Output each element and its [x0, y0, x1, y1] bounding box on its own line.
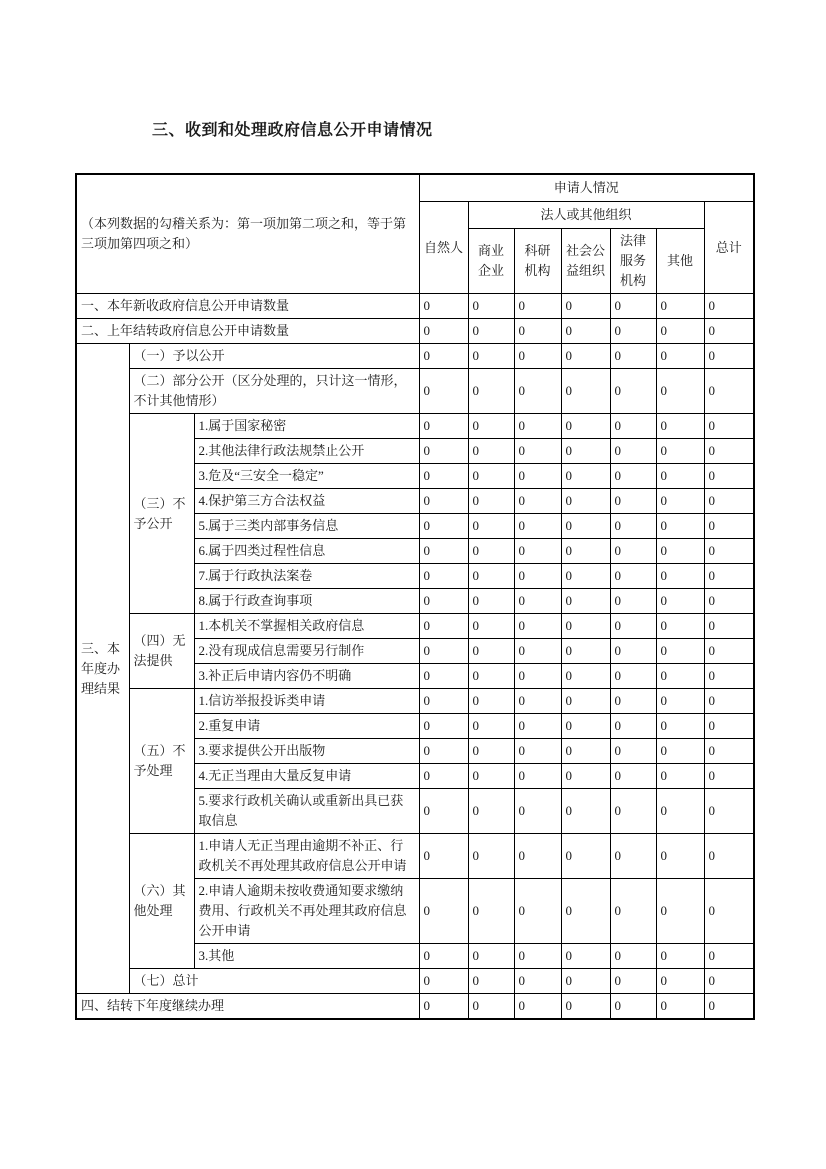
value-cell: 0: [419, 834, 468, 879]
value-cell: 0: [704, 294, 754, 319]
value-cell: 0: [610, 589, 656, 614]
table-row: [76, 969, 754, 994]
value-cell: 0: [561, 664, 610, 689]
value-cell: 0: [656, 879, 704, 944]
value-cell: 0: [468, 944, 514, 969]
value-cell: 0: [468, 614, 514, 639]
value-cell: 0: [656, 994, 704, 1020]
table-row: [76, 294, 754, 319]
value-cell: 0: [656, 319, 704, 344]
row-label-cell: 7.属于行政执法案卷: [194, 564, 419, 589]
value-cell: 0: [656, 764, 704, 789]
value-cell: 0: [514, 344, 561, 369]
value-cell: 0: [656, 689, 704, 714]
row-label-cell: 3.危及“三安全一稳定”: [194, 464, 419, 489]
value-cell: 0: [514, 464, 561, 489]
value-cell: 0: [419, 564, 468, 589]
value-cell: 0: [561, 464, 610, 489]
value-cell: 0: [514, 439, 561, 464]
col-header-legal-service-org: 法律服务机构: [610, 229, 656, 294]
value-cell: 0: [704, 514, 754, 539]
col-header-total: 总计: [704, 202, 754, 294]
value-cell: 0: [419, 294, 468, 319]
value-cell: 0: [656, 789, 704, 834]
value-cell: 0: [468, 369, 514, 414]
value-cell: 0: [704, 764, 754, 789]
value-cell: 0: [419, 514, 468, 539]
value-cell: 0: [704, 439, 754, 464]
section-label-cell: 三、本年度办理结果: [76, 344, 129, 994]
value-cell: 0: [704, 739, 754, 764]
value-cell: 0: [656, 639, 704, 664]
value-cell: 0: [514, 944, 561, 969]
value-cell: 0: [514, 834, 561, 879]
value-cell: 0: [419, 664, 468, 689]
value-cell: 0: [610, 614, 656, 639]
value-cell: 0: [561, 834, 610, 879]
value-cell: 0: [468, 664, 514, 689]
value-cell: 0: [468, 739, 514, 764]
col-header-commercial-enterprise: 商业企业: [468, 229, 514, 294]
value-cell: 0: [561, 489, 610, 514]
value-cell: 0: [704, 664, 754, 689]
value-cell: 0: [419, 689, 468, 714]
table-row: [76, 344, 754, 369]
value-cell: 0: [419, 789, 468, 834]
value-cell: 0: [419, 879, 468, 944]
value-cell: 0: [610, 969, 656, 994]
value-cell: 0: [610, 489, 656, 514]
row-label-cell: 3.要求提供公开出版物: [194, 739, 419, 764]
value-cell: 0: [704, 464, 754, 489]
value-cell: 0: [610, 464, 656, 489]
value-cell: 0: [468, 319, 514, 344]
value-cell: 0: [468, 879, 514, 944]
row-label-cell: 1.申请人无正当理由逾期不补正、行政机关不再处理其政府信息公开申请: [194, 834, 419, 879]
value-cell: 0: [656, 834, 704, 879]
value-cell: 0: [610, 539, 656, 564]
value-cell: 0: [561, 514, 610, 539]
row-label-cell: 5.属于三类内部事务信息: [194, 514, 419, 539]
row-label-cell: 4.无正当理由大量反复申请: [194, 764, 419, 789]
row-label-cell: 1.属于国家秘密: [194, 414, 419, 439]
header-applicant-info: 申请人情况: [419, 174, 754, 202]
value-cell: 0: [561, 944, 610, 969]
row-label-cell: 5.要求行政机关确认或重新出具已获取信息: [194, 789, 419, 834]
value-cell: 0: [419, 489, 468, 514]
value-cell: 0: [704, 714, 754, 739]
value-cell: 0: [468, 439, 514, 464]
header-legal-or-other-org: 法人或其他组织: [468, 202, 704, 229]
header-row-applicant: [76, 174, 754, 202]
value-cell: 0: [514, 294, 561, 319]
value-cell: 0: [514, 514, 561, 539]
page-title: 三、收到和处理政府信息公开申请情况: [152, 122, 433, 139]
value-cell: 0: [610, 739, 656, 764]
value-cell: 0: [704, 969, 754, 994]
value-cell: 0: [419, 344, 468, 369]
value-cell: 0: [610, 344, 656, 369]
row-label-cell: 1.信访举报投诉类申请: [194, 689, 419, 714]
value-cell: 0: [514, 764, 561, 789]
table-row: [76, 414, 754, 439]
value-cell: 0: [468, 539, 514, 564]
table-row: [76, 834, 754, 879]
row-label-cell: 4.保护第三方合法权益: [194, 489, 419, 514]
value-cell: 0: [704, 834, 754, 879]
value-cell: 0: [514, 879, 561, 944]
row-label-cell: 四、结转下年度继续办理: [76, 994, 419, 1020]
value-cell: 0: [468, 834, 514, 879]
value-cell: 0: [514, 539, 561, 564]
value-cell: 0: [419, 464, 468, 489]
value-cell: 0: [468, 514, 514, 539]
value-cell: 0: [656, 614, 704, 639]
value-cell: 0: [468, 789, 514, 834]
table-row: [76, 319, 754, 344]
value-cell: 0: [610, 834, 656, 879]
value-cell: 0: [419, 589, 468, 614]
value-cell: 0: [610, 944, 656, 969]
value-cell: 0: [561, 439, 610, 464]
row-label-cell: （七）总计: [129, 969, 419, 994]
value-cell: 0: [704, 344, 754, 369]
value-cell: 0: [514, 969, 561, 994]
value-cell: 0: [419, 764, 468, 789]
value-cell: 0: [419, 714, 468, 739]
value-cell: 0: [561, 969, 610, 994]
value-cell: 0: [514, 739, 561, 764]
value-cell: 0: [610, 764, 656, 789]
value-cell: 0: [561, 344, 610, 369]
value-cell: 0: [419, 969, 468, 994]
value-cell: 0: [704, 369, 754, 414]
value-cell: 0: [514, 589, 561, 614]
value-cell: 0: [656, 439, 704, 464]
value-cell: 0: [468, 764, 514, 789]
value-cell: 0: [468, 294, 514, 319]
value-cell: 0: [656, 944, 704, 969]
value-cell: 0: [610, 639, 656, 664]
value-cell: 0: [514, 614, 561, 639]
value-cell: 0: [514, 564, 561, 589]
value-cell: 0: [610, 879, 656, 944]
value-cell: 0: [610, 689, 656, 714]
value-cell: 0: [656, 514, 704, 539]
row-label-cell: 3.其他: [194, 944, 419, 969]
value-cell: 0: [561, 739, 610, 764]
value-cell: 0: [610, 664, 656, 689]
disclosure-report-table: [75, 173, 755, 1020]
value-cell: 0: [419, 539, 468, 564]
value-cell: 0: [561, 564, 610, 589]
value-cell: 0: [610, 789, 656, 834]
value-cell: 0: [704, 944, 754, 969]
value-cell: 0: [514, 664, 561, 689]
value-cell: 0: [561, 994, 610, 1020]
value-cell: 0: [704, 639, 754, 664]
value-cell: 0: [656, 564, 704, 589]
row-label-cell: 6.属于四类过程性信息: [194, 539, 419, 564]
value-cell: 0: [561, 294, 610, 319]
value-cell: 0: [656, 414, 704, 439]
value-cell: 0: [656, 589, 704, 614]
value-cell: 0: [468, 564, 514, 589]
value-cell: 0: [704, 994, 754, 1020]
value-cell: 0: [419, 639, 468, 664]
value-cell: 0: [704, 539, 754, 564]
value-cell: 0: [704, 489, 754, 514]
value-cell: 0: [561, 319, 610, 344]
value-cell: 0: [610, 714, 656, 739]
value-cell: 0: [656, 969, 704, 994]
value-cell: 0: [514, 639, 561, 664]
value-cell: 0: [419, 414, 468, 439]
value-cell: 0: [610, 514, 656, 539]
note-cell: （本列数据的勾稽关系为：第一项加第二项之和，等于第三项加第四项之和）: [76, 174, 419, 294]
value-cell: 0: [610, 564, 656, 589]
value-cell: 0: [468, 344, 514, 369]
value-cell: 0: [514, 994, 561, 1020]
value-cell: 0: [704, 414, 754, 439]
col-header-other: 其他: [656, 229, 704, 294]
value-cell: 0: [656, 714, 704, 739]
value-cell: 0: [561, 369, 610, 414]
row-label-cell: （一）予以公开: [129, 344, 419, 369]
value-cell: 0: [704, 319, 754, 344]
value-cell: 0: [514, 789, 561, 834]
row-label-cell: 2.没有现成信息需要另行制作: [194, 639, 419, 664]
col-header-natural-person: 自然人: [419, 202, 468, 294]
value-cell: 0: [561, 589, 610, 614]
value-cell: 0: [468, 589, 514, 614]
value-cell: 0: [610, 439, 656, 464]
value-cell: 0: [468, 489, 514, 514]
col-header-research-institution: 科研机构: [514, 229, 561, 294]
value-cell: 0: [514, 414, 561, 439]
value-cell: 0: [704, 879, 754, 944]
table-row: [76, 689, 754, 714]
value-cell: 0: [514, 319, 561, 344]
value-cell: 0: [514, 489, 561, 514]
value-cell: 0: [610, 414, 656, 439]
value-cell: 0: [468, 464, 514, 489]
value-cell: 0: [561, 879, 610, 944]
value-cell: 0: [656, 739, 704, 764]
table-row: [76, 614, 754, 639]
value-cell: 0: [468, 639, 514, 664]
value-cell: 0: [561, 764, 610, 789]
value-cell: 0: [656, 539, 704, 564]
value-cell: 0: [561, 614, 610, 639]
value-cell: 0: [656, 464, 704, 489]
table-row: [76, 994, 754, 1020]
value-cell: 0: [561, 639, 610, 664]
value-cell: 0: [561, 689, 610, 714]
value-cell: 0: [514, 714, 561, 739]
value-cell: 0: [656, 294, 704, 319]
row-label-cell: 二、上年结转政府信息公开申请数量: [76, 319, 419, 344]
value-cell: 0: [419, 439, 468, 464]
value-cell: 0: [468, 994, 514, 1020]
value-cell: 0: [704, 564, 754, 589]
table-row: [76, 369, 754, 414]
value-cell: 0: [514, 369, 561, 414]
row-label-cell: 一、本年新收政府信息公开申请数量: [76, 294, 419, 319]
value-cell: 0: [561, 539, 610, 564]
value-cell: 0: [656, 489, 704, 514]
value-cell: 0: [704, 689, 754, 714]
group-label-cell: （三）不予公开: [129, 414, 194, 614]
row-label-cell: 3.补正后申请内容仍不明确: [194, 664, 419, 689]
row-label-cell: 1.本机关不掌握相关政府信息: [194, 614, 419, 639]
value-cell: 0: [468, 714, 514, 739]
value-cell: 0: [704, 589, 754, 614]
value-cell: 0: [610, 994, 656, 1020]
value-cell: 0: [561, 414, 610, 439]
value-cell: 0: [610, 319, 656, 344]
group-label-cell: （五）不予处理: [129, 689, 194, 834]
value-cell: 0: [468, 969, 514, 994]
col-header-social-welfare-org: 社会公益组织: [561, 229, 610, 294]
row-label-cell: （二）部分公开（区分处理的，只计这一情形，不计其他情形）: [129, 369, 419, 414]
value-cell: 0: [610, 294, 656, 319]
value-cell: 0: [514, 689, 561, 714]
value-cell: 0: [704, 614, 754, 639]
value-cell: 0: [610, 369, 656, 414]
value-cell: 0: [656, 664, 704, 689]
value-cell: 0: [419, 994, 468, 1020]
value-cell: 0: [656, 344, 704, 369]
value-cell: 0: [561, 789, 610, 834]
value-cell: 0: [419, 739, 468, 764]
value-cell: 0: [656, 369, 704, 414]
value-cell: 0: [704, 789, 754, 834]
group-label-cell: （四）无法提供: [129, 614, 194, 689]
group-label-cell: （六）其他处理: [129, 834, 194, 969]
value-cell: 0: [419, 319, 468, 344]
value-cell: 0: [419, 369, 468, 414]
value-cell: 0: [468, 414, 514, 439]
row-label-cell: 2.重复申请: [194, 714, 419, 739]
row-label-cell: 2.其他法律行政法规禁止公开: [194, 439, 419, 464]
value-cell: 0: [419, 944, 468, 969]
row-label-cell: 8.属于行政查询事项: [194, 589, 419, 614]
value-cell: 0: [561, 714, 610, 739]
value-cell: 0: [419, 614, 468, 639]
value-cell: 0: [468, 689, 514, 714]
row-label-cell: 2.申请人逾期未按收费通知要求缴纳费用、行政机关不再处理其政府信息公开申请: [194, 879, 419, 944]
